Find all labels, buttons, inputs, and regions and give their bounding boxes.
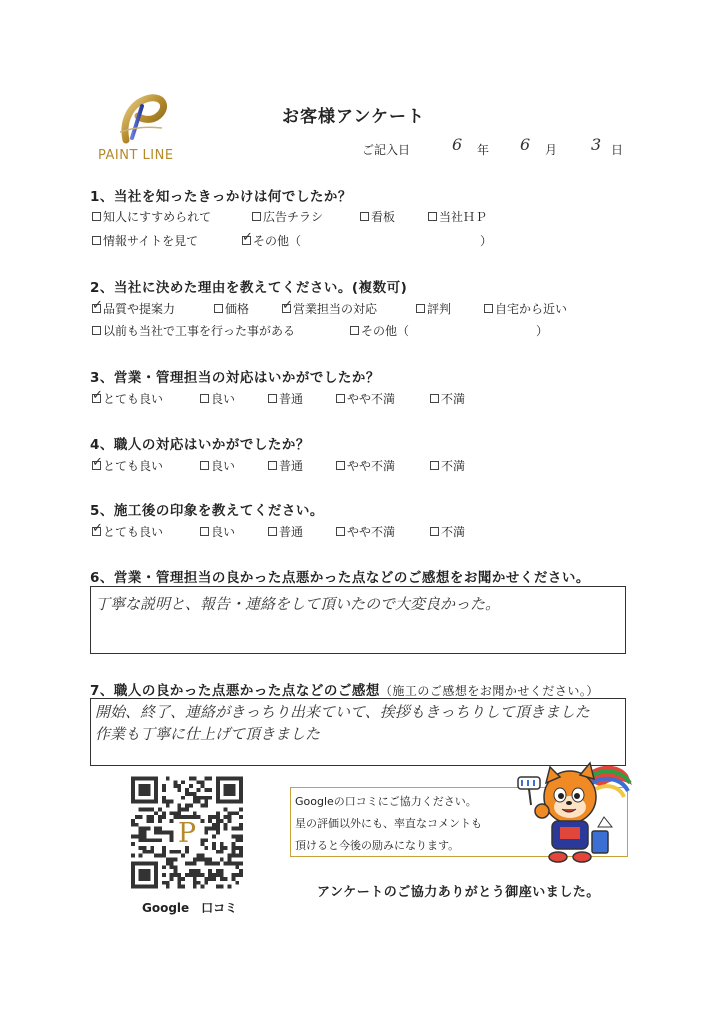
option-label: 以前も当社で工事を行った事がある [103,324,296,338]
date-label: ご記入日 [362,143,411,157]
painter-mascot-icon [512,757,634,865]
answer-text: 開始、終了、連絡がきっちり出来ていて、挨拶もきっちりして頂きました [95,703,590,721]
q5-option[interactable] [336,523,395,540]
question-5: 5、施工後の印象を教えてください。 [90,503,324,519]
checkbox[interactable] [200,527,209,536]
q2-option[interactable] [350,322,409,339]
option-label: 普通 [279,525,304,539]
q2-option[interactable] [282,300,377,317]
date-year-unit: 年 [477,143,490,157]
q5-option[interactable] [430,523,465,540]
option-label: とても良い [103,525,164,539]
option-label: 良い [211,392,236,406]
q3-option[interactable] [268,390,303,407]
checkbox[interactable] [268,394,277,403]
option-label: 広告チラシ [263,210,324,224]
qr-center-logo: P [177,818,197,850]
checkbox[interactable] [360,212,369,221]
checkbox[interactable] [336,394,345,403]
option-label: 品質や提案力 [103,302,176,316]
option-label: 評判 [427,302,452,316]
q5-option[interactable] [92,523,163,540]
q2-option[interactable] [484,300,567,317]
q1-option[interactable] [92,232,198,249]
date-month-value: 6 [520,135,531,154]
q4-option[interactable] [336,457,395,474]
date-month-unit: 月 [545,143,558,157]
q1-option[interactable] [360,208,395,225]
checkbox[interactable] [200,394,209,403]
checkbox[interactable] [242,236,251,245]
q4-option[interactable] [92,457,163,474]
option-label: 良い [211,525,236,539]
date-day-value: 3 [591,135,602,154]
option-label: 情報サイトを見て [103,234,199,248]
option-label: 看板 [371,210,396,224]
thanks-message: アンケートのご協力ありがとう御座いました。 [317,885,600,900]
question-6: 6、営業・管理担当の良かった点悪かった点などのご感想をお聞かせください。 [90,570,590,586]
question-7-sub: （施工のご感想をお聞かせください。） [379,684,599,698]
checkbox[interactable] [92,212,101,221]
qr-code-icon [131,775,243,890]
checkbox[interactable] [430,461,439,470]
checkbox[interactable] [282,304,291,313]
q1-close-paren: ） [480,234,493,248]
question-1: 1、当社を知ったきっかけは何でしたか？ [90,189,352,205]
checkbox[interactable] [92,236,101,245]
q2-option[interactable] [92,300,175,317]
checkbox[interactable] [252,212,261,221]
checkbox[interactable] [484,304,493,313]
q3-option[interactable] [200,390,235,407]
answer-text: 作業も丁寧に仕上げて頂きました [95,725,321,743]
note-line: Googleの口コミにご協力ください。 [295,795,477,808]
q1-option[interactable] [428,208,487,225]
question-7-main: 7、職人の良かった点悪かった点などのご感想 [90,683,380,699]
google-review-qr-code[interactable] [131,775,243,890]
option-label: 価格 [225,302,250,316]
option-label: その他（ [361,324,410,338]
option-label: その他（ [253,234,302,248]
checkbox[interactable] [428,212,437,221]
q1-option[interactable] [252,208,323,225]
option-label: 自宅から近い [495,302,568,316]
checkbox[interactable] [92,304,101,313]
option-label: 普通 [279,392,304,406]
company-logo [98,92,188,162]
option-label: やや不満 [347,459,396,473]
checkbox[interactable] [92,326,101,335]
q2-option[interactable] [92,322,295,339]
option-label: 当社ＨＰ [439,210,488,224]
option-label: 良い [211,459,236,473]
date-year-value: 6 [452,135,463,154]
option-label: 営業担当の対応 [293,302,378,316]
q1-option[interactable] [242,232,301,249]
checkbox[interactable] [336,527,345,536]
q4-option[interactable] [268,457,303,474]
q2-option[interactable] [214,300,249,317]
option-label: とても良い [103,459,164,473]
checkbox[interactable] [430,527,439,536]
q5-option[interactable] [200,523,235,540]
page-title: お客様アンケート [282,107,425,127]
paint-line-logo-mark-icon [112,92,172,144]
q3-option[interactable] [92,390,163,407]
checkbox[interactable] [92,394,101,403]
option-label: やや不満 [347,392,396,406]
logo-text: PAINT LINE [98,148,174,163]
checkbox[interactable] [200,461,209,470]
question-3: 3、営業・管理担当の対応はいかがでしたか？ [90,370,380,386]
checkbox[interactable] [92,527,101,536]
checkbox[interactable] [214,304,223,313]
question-7 [90,679,599,699]
option-label: 知人にすすめられて [103,210,212,224]
q3-option[interactable] [336,390,395,407]
q4-option[interactable] [430,457,465,474]
q7-answer-box[interactable] [90,698,626,766]
checkbox[interactable] [336,461,345,470]
note-line: 頂けると今後の励みになります。 [295,839,460,852]
checkbox[interactable] [92,461,101,470]
option-label: 普通 [279,459,304,473]
q1-option[interactable] [92,208,211,225]
checkbox[interactable] [416,304,425,313]
option-label: 不満 [441,459,466,473]
q4-option[interactable] [200,457,235,474]
checkbox[interactable] [350,326,359,335]
q2-close-paren: ） [536,324,549,338]
checkbox[interactable] [268,461,277,470]
q6-answer-box[interactable] [90,586,626,654]
option-label: やや不満 [347,525,396,539]
checkbox[interactable] [268,527,277,536]
q5-option[interactable] [268,523,303,540]
note-line: 星の評価以外にも、率直なコメントも [295,817,482,830]
option-label: とても良い [103,392,164,406]
qr-label: Google 口コミ [142,901,238,915]
checkbox[interactable] [430,394,439,403]
q2-option[interactable] [416,300,451,317]
question-4: 4、職人の対応はいかがでしたか？ [90,437,310,453]
answer-text: 丁寧な説明と、報告・連絡をして頂いたので大変良かった。 [95,595,501,613]
question-2: 2、当社に決めた理由を教えてください。(複数可) [90,280,408,296]
q3-option[interactable] [430,390,465,407]
option-label: 不満 [441,392,466,406]
date-day-unit: 日 [611,143,624,157]
option-label: 不満 [441,525,466,539]
mascot-illustration [512,757,634,865]
